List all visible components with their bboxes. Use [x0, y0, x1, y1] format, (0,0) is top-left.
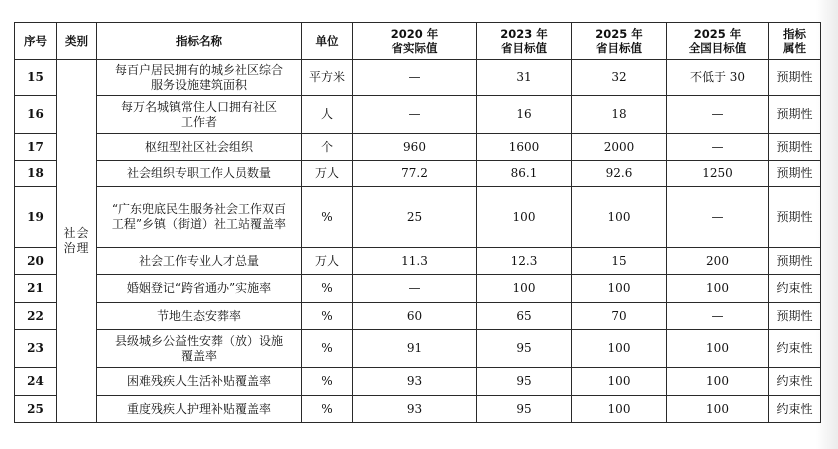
table-row — [15, 96, 821, 134]
unit-cell: % — [302, 275, 353, 303]
header-2025-line1: 2025 年 — [595, 27, 643, 41]
value-2020: 960 — [353, 134, 477, 161]
attribute-cell: 约束性 — [769, 368, 821, 396]
value-2023: 95 — [477, 368, 572, 396]
value-2020: 91 — [353, 330, 477, 368]
header-attribute — [769, 23, 821, 60]
value-2025: 100 — [572, 396, 667, 423]
value-2020: 60 — [353, 303, 477, 330]
value-2025-national: — — [667, 96, 769, 134]
value-2020: 11.3 — [353, 248, 477, 275]
indicator-name-line1: 每万名城镇常住人口拥有社区 — [120, 99, 277, 114]
value-2020: 93 — [353, 368, 477, 396]
header-row — [15, 23, 821, 60]
value-2025: 15 — [572, 248, 667, 275]
header-2025-national-line2: 全国目标值 — [688, 41, 747, 55]
value-2023: 100 — [477, 187, 572, 248]
row-number: 18 — [15, 161, 57, 187]
header-2020-line1: 2020 年 — [390, 27, 439, 41]
attribute-cell: 约束性 — [769, 330, 821, 368]
row-number: 22 — [15, 303, 57, 330]
value-2020: — — [353, 60, 477, 96]
value-2025-national: 100 — [667, 368, 769, 396]
attribute-cell: 预期性 — [769, 134, 821, 161]
table-row — [15, 134, 821, 161]
header-attribute-line1: 指标 — [783, 27, 806, 41]
unit-cell: % — [302, 368, 353, 396]
value-2020: — — [353, 275, 477, 303]
header-2025-national-line1: 2025 年 — [693, 27, 742, 41]
header-2023-line1: 2023 年 — [500, 27, 548, 41]
header-no: 序号 — [15, 23, 57, 60]
value-2025: 100 — [572, 275, 667, 303]
row-number: 19 — [15, 187, 57, 248]
attribute-cell: 预期性 — [769, 161, 821, 187]
value-2025: 2000 — [572, 134, 667, 161]
attribute-cell: 预期性 — [769, 303, 821, 330]
row-number: 21 — [15, 275, 57, 303]
table-row — [15, 275, 821, 303]
header-unit: 单位 — [302, 23, 353, 60]
unit-cell: % — [302, 330, 353, 368]
attribute-cell: 预期性 — [769, 96, 821, 134]
category-cell — [57, 60, 97, 423]
header-2023 — [477, 23, 572, 60]
attribute-cell: 约束性 — [769, 396, 821, 423]
indicator-name-line1: “广东兜底民生服务社会工作双百 — [111, 202, 287, 216]
table-row — [15, 60, 821, 96]
indicator-name: 社会工作专业人才总量 — [97, 248, 302, 275]
value-2025-national: 100 — [667, 275, 769, 303]
value-2023: 95 — [477, 396, 572, 423]
value-2023: 86.1 — [477, 161, 572, 187]
unit-cell: 人 — [302, 96, 353, 134]
value-2025-national: 100 — [667, 330, 769, 368]
value-2025-national: 不低于 30 — [667, 60, 769, 96]
value-2023: 95 — [477, 330, 572, 368]
value-2025: 100 — [572, 330, 667, 368]
value-2025-national: 100 — [667, 396, 769, 423]
indicator-name-line2: 覆盖率 — [180, 348, 217, 363]
value-2020: 93 — [353, 396, 477, 423]
unit-cell: % — [302, 187, 353, 248]
table-row — [15, 187, 821, 248]
value-2020: 25 — [353, 187, 477, 248]
indicator-name: 节地生态安葬率 — [97, 303, 302, 330]
unit-cell: 平方米 — [302, 60, 353, 96]
row-number: 16 — [15, 96, 57, 134]
table-row — [15, 248, 821, 275]
indicator-name: 婚姻登记“跨省通办”实施率 — [97, 275, 302, 303]
indicator-name-line1: 每百户居民拥有的城乡社区综合 — [114, 62, 283, 77]
indicator-name-line2: 工作者 — [180, 114, 217, 129]
indicator-name — [97, 96, 302, 134]
header-2025-national — [667, 23, 769, 60]
header-2025 — [572, 23, 667, 60]
table-row — [15, 303, 821, 330]
unit-cell: 万人 — [302, 248, 353, 275]
indicator-name-line2: 服务设施建筑面积 — [150, 77, 247, 92]
value-2025-national: 200 — [667, 248, 769, 275]
table-row — [15, 161, 821, 187]
header-category: 类别 — [57, 23, 97, 60]
value-2025: 18 — [572, 96, 667, 134]
value-2020: — — [353, 96, 477, 134]
row-number: 25 — [15, 396, 57, 423]
indicator-table — [14, 22, 821, 423]
indicator-name-line2: 工程”乡镇（街道）社工站覆盖率 — [111, 217, 287, 231]
indicator-name: 枢纽型社区社会组织 — [97, 134, 302, 161]
row-number: 23 — [15, 330, 57, 368]
category-line1: 社会 — [63, 226, 90, 240]
value-2023: 100 — [477, 275, 572, 303]
row-number: 17 — [15, 134, 57, 161]
indicator-name: 重度残疾人护理补贴覆盖率 — [97, 396, 302, 423]
header-2025-line2: 省目标值 — [596, 41, 642, 55]
header-2020 — [353, 23, 477, 60]
attribute-cell: 预期性 — [769, 248, 821, 275]
table-row — [15, 396, 821, 423]
header-2020-line2: 省实际值 — [391, 41, 438, 55]
indicator-name: 困难残疾人生活补贴覆盖率 — [97, 368, 302, 396]
attribute-cell: 预期性 — [769, 187, 821, 248]
value-2025-national: 1250 — [667, 161, 769, 187]
value-2020: 77.2 — [353, 161, 477, 187]
value-2023: 1600 — [477, 134, 572, 161]
header-indicator: 指标名称 — [97, 23, 302, 60]
table-row — [15, 368, 821, 396]
value-2023: 31 — [477, 60, 572, 96]
value-2025: 100 — [572, 368, 667, 396]
unit-cell: % — [302, 396, 353, 423]
table-row — [15, 330, 821, 368]
row-number: 15 — [15, 60, 57, 96]
value-2025-national: — — [667, 187, 769, 248]
value-2025-national: — — [667, 303, 769, 330]
header-2023-line2: 省目标值 — [501, 41, 547, 55]
indicator-name — [97, 60, 302, 96]
value-2025: 100 — [572, 187, 667, 248]
value-2025: 32 — [572, 60, 667, 96]
indicator-name — [97, 187, 302, 248]
unit-cell: % — [302, 303, 353, 330]
row-number: 20 — [15, 248, 57, 275]
unit-cell: 个 — [302, 134, 353, 161]
category-line2: 治理 — [63, 241, 90, 255]
value-2025-national: — — [667, 134, 769, 161]
indicator-name: 社会组织专职工作人员数量 — [97, 161, 302, 187]
row-number: 24 — [15, 368, 57, 396]
value-2023: 16 — [477, 96, 572, 134]
value-2023: 65 — [477, 303, 572, 330]
value-2023: 12.3 — [477, 248, 572, 275]
value-2025: 92.6 — [572, 161, 667, 187]
indicator-name-line1: 县级城乡公益性安葬（放）设施 — [114, 333, 283, 348]
attribute-cell: 约束性 — [769, 275, 821, 303]
header-attribute-line2: 属性 — [783, 41, 806, 55]
value-2025: 70 — [572, 303, 667, 330]
attribute-cell: 预期性 — [769, 60, 821, 96]
indicator-name — [97, 330, 302, 368]
unit-cell: 万人 — [302, 161, 353, 187]
